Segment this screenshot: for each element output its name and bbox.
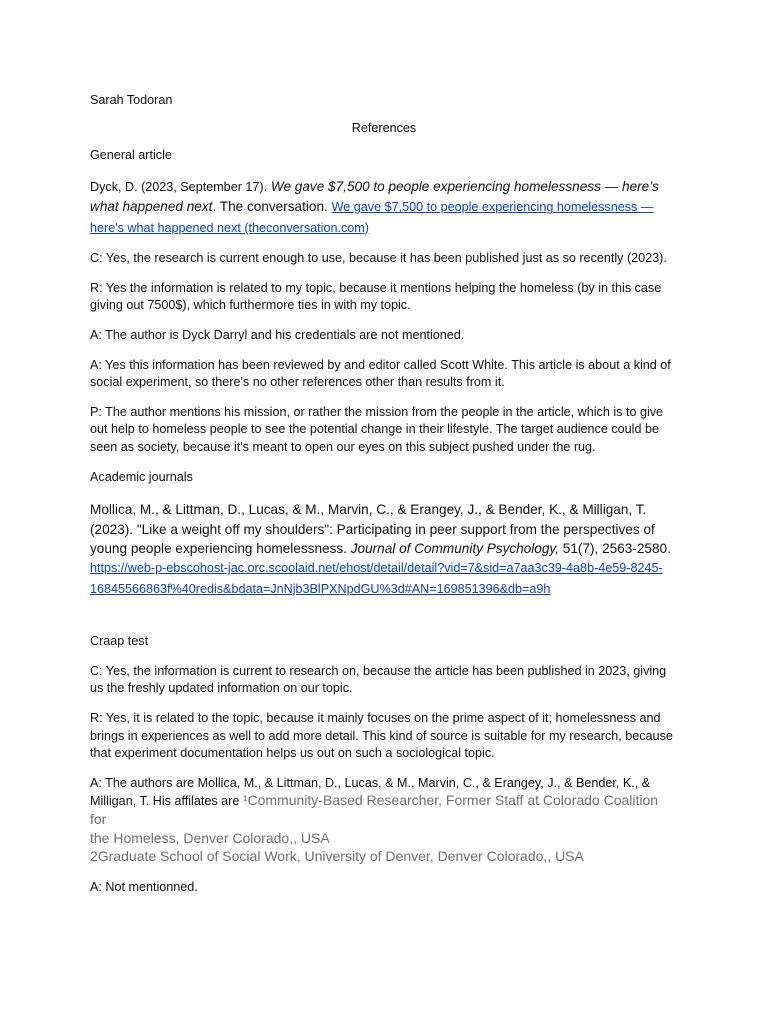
craap-text-line: R: Yes the information is related to my topic, because it mentions helping the homeless (by in this case bbox=[90, 280, 662, 295]
general-craap-c bbox=[90, 250, 678, 268]
citation-authors-date: Dyck, D. (2023, September 17). bbox=[90, 179, 268, 194]
general-craap-a2 bbox=[90, 357, 678, 392]
citation-source: . The conversation. bbox=[212, 199, 328, 215]
citation-link-line2[interactable]: here's what happened next (theconversation.com) bbox=[90, 220, 369, 235]
citation-volume: 51(7), 2563-2580. bbox=[559, 541, 671, 557]
craap-text-line: A: The author is Dyck Darryl and his credentials are not mentioned. bbox=[90, 328, 465, 343]
academic-citation bbox=[90, 500, 678, 599]
craap-text-line: A: Yes this information has been reviewed by and editor called Scott White. This article is about a kind of bbox=[90, 357, 671, 372]
craap-text-line: A: The authors are Mollica, M., & Littman, D., Lucas, & M., Marvin, C., & Erangey, J., & Bender, K., & bbox=[90, 775, 651, 790]
citation-line: young people experiencing homelessness. bbox=[90, 541, 351, 557]
affiliation-1-cont: the Homeless, Denver Colorado,, USA bbox=[90, 829, 330, 846]
general-citation bbox=[90, 177, 678, 239]
craap-text-line: giving out 7500$), which furthermore ties in with my topic. bbox=[90, 298, 411, 313]
blank-line bbox=[90, 599, 678, 633]
academic-link-line1[interactable]: https://web-p-ebscohost-jac.orc.scoolaid.net/ehost/detail/detail?vid=7&sid=a7aa3c39-4a8b-4e59-8245- bbox=[90, 561, 663, 576]
craap-test-a2: A: Not mentionned. bbox=[90, 879, 198, 894]
craap-test-heading: Craap test bbox=[90, 634, 149, 649]
craap-text-line: social experiment, so there's no other references other than results from it. bbox=[90, 375, 505, 390]
craap-test-c bbox=[90, 663, 678, 698]
craap-text-line: out help to homeless people to see the potential change in their lifestyle. The target audience could be bbox=[90, 422, 659, 437]
general-craap-p bbox=[90, 404, 678, 457]
academic-link-line2[interactable]: 16845566863f%40redis&bdata=JnNjb3BlPXNpdGU%3d#AN=169851396&db=a9h bbox=[90, 581, 551, 596]
citation-title-line1: We gave $7,500 to people experiencing homelessness — here’s bbox=[270, 178, 659, 194]
craap-text-line: brings in experiences as well to add more detail. This kind of source is suitable for my research, because bbox=[90, 728, 673, 743]
academic-journals-heading: Academic journals bbox=[90, 469, 193, 484]
general-article-heading: General article bbox=[90, 148, 172, 163]
general-craap-a1 bbox=[90, 327, 678, 345]
affiliation-2: 2Graduate School of Social Work, University of Denver, Denver Colorado,, USA bbox=[90, 848, 584, 865]
craap-text-line: C: Yes, the information is current to research on, because the article has been published in 2023, giving bbox=[90, 663, 667, 678]
page-title: References bbox=[351, 120, 417, 135]
craap-test-r bbox=[90, 710, 678, 763]
citation-journal: Journal of Community Psychology, bbox=[350, 541, 559, 557]
general-craap-r bbox=[90, 280, 678, 315]
citation-line: Mollica, M., & Littman, D., Lucas, & M., Marvin, C., & Erangey, J., & Bender, K., & Milligan, T. bbox=[90, 502, 647, 518]
craap-text-line: that experiment documentation helps us out on such a sociological topic. bbox=[90, 746, 495, 761]
author-name: Sarah Todoran bbox=[90, 93, 173, 107]
citation-title-line2: what happened next bbox=[90, 199, 213, 215]
craap-text-line: us the freshly updated information on our topic. bbox=[90, 681, 353, 696]
craap-text-line: R: Yes, it is related to the topic, because it mainly focuses on the prime aspect of it; homelessness and bbox=[90, 711, 661, 726]
affiliation-1: ¹Community-Based Researcher, Former Staff at Colorado Coalition for bbox=[90, 792, 659, 827]
craap-text-line: seen as society, because it's meant to open our eyes on this subject pushed under the rug. bbox=[90, 440, 596, 455]
craap-text-line: P: The author mentions his mission, or rather the mission from the people in the article, which is to give bbox=[90, 404, 664, 419]
craap-text-line: Milligan, T. His affilates are bbox=[90, 794, 243, 809]
citation-link-line1[interactable]: We gave $7,500 to people experiencing homelessness — bbox=[331, 200, 654, 215]
craap-text-line: C: Yes, the research is current enough to use, because it has been published just as so recently (2023). bbox=[90, 251, 667, 266]
craap-test-a bbox=[90, 775, 678, 867]
citation-line: (2023). "Like a weight off my shoulders": Participating in peer support from the perspectives of bbox=[90, 521, 655, 537]
